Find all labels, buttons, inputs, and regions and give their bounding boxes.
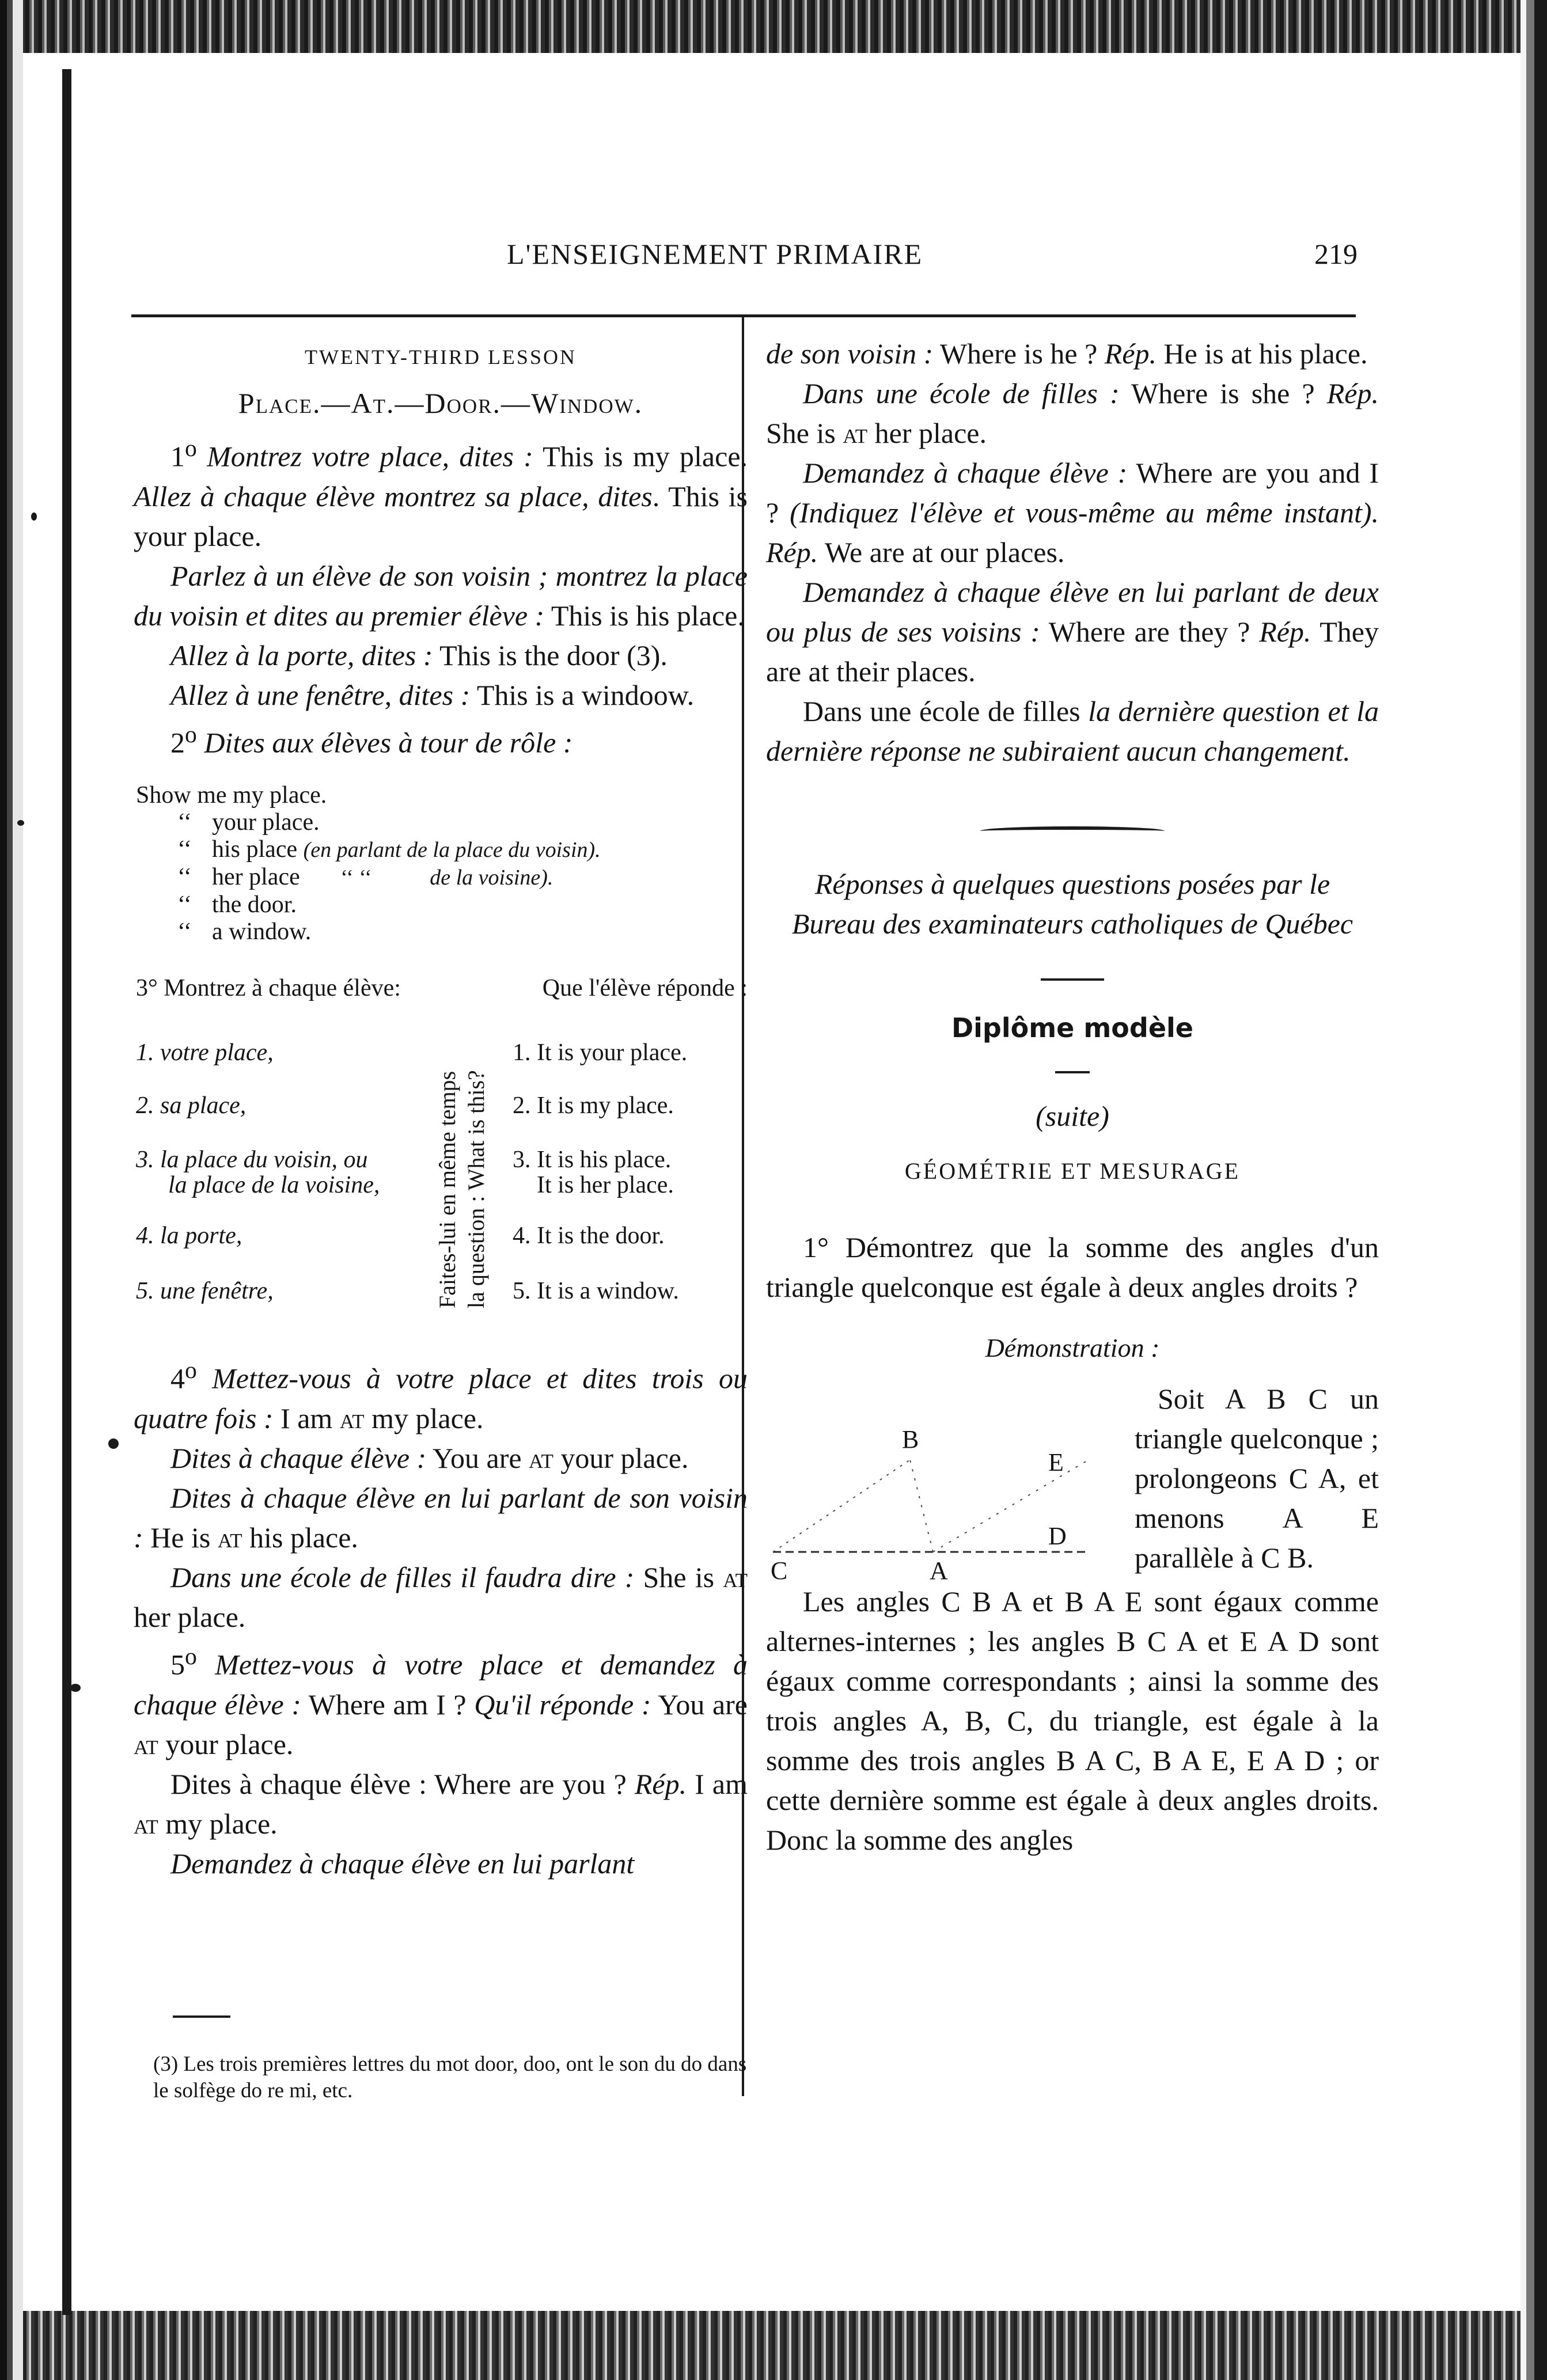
exercise-item: la place de la voisine, xyxy=(168,1172,380,1199)
footnote: (3) Les trois premières lettres du mot door, doo, ont le son du do dans le solfège do re mi, etc. xyxy=(153,2052,747,2102)
exercise-right-heading: Que l'élève réponde : xyxy=(542,975,748,1002)
list-item: ‘‘ her place ‘‘ ‘‘ de la voisine). xyxy=(177,864,553,891)
exercise-left-heading: 3° Montrez à chaque élève: xyxy=(136,975,401,1002)
short-rule xyxy=(1041,978,1104,981)
exercise-item: 5. une fenêtre, xyxy=(136,1278,274,1305)
vertical-instruction: Faites-lui en même temps la question : What is this? xyxy=(434,1070,489,1309)
scan-speck xyxy=(17,820,24,826)
exercise-item: 2. sa place, xyxy=(136,1092,247,1119)
paragraph: Parlez à un élève de son voisin ; montrez la place du voisin et dites au premier élève : This is his place. xyxy=(134,559,748,632)
paragraph: Demandez à chaque élève : Where are you and I ? (Indiquez l'élève et vous-même au même instant). Rép. We are at our places. xyxy=(766,457,1379,568)
lesson-subtitle: Place.—At.—Door.—Window. xyxy=(238,387,643,419)
label-c: C xyxy=(771,1557,788,1585)
scan-edge-bottom xyxy=(0,2311,1547,2380)
exercise-answer: 1. It is your place. xyxy=(513,1039,688,1066)
page-number: 219 xyxy=(1314,238,1358,270)
label-a: A xyxy=(930,1557,948,1585)
paragraph: 2$^o$ Dites aux élèves à tour de rôle : xyxy=(170,721,573,759)
running-title: L'ENSEIGNEMENT PRIMAIRE xyxy=(507,238,923,270)
label-b: B xyxy=(902,1425,919,1453)
paragraph: Dans une école de filles la dernière question et la dernière réponse ne subiraient aucun changement. xyxy=(766,695,1379,767)
paragraph: Dites à chaque élève en lui parlant de son voisin : He is at his place. xyxy=(134,1481,748,1554)
label-e: E xyxy=(1048,1448,1064,1476)
paragraph: Dites à chaque élève : You are at your place. xyxy=(170,1441,689,1474)
scan-binding-line xyxy=(62,69,71,2315)
scan-speck xyxy=(70,1684,81,1692)
paragraph: Allez à la porte, dites : This is the door (3). xyxy=(170,639,668,671)
list-item: ‘‘ a window. xyxy=(177,918,312,946)
paragraph: Dites à chaque élève : Where are you ? Rép. I am at my place. xyxy=(134,1767,748,1840)
scan-speck xyxy=(108,1438,119,1449)
scan-edge-left xyxy=(0,0,23,2380)
section-heading: Réponses à quelques questions posées par le Bureau des examinateurs catholiques de Québec xyxy=(791,868,1353,940)
exercise-answer: 2. It is my place. xyxy=(513,1092,674,1119)
proof-paragraph: Les angles C B A et B A E sont égaux comme alternes-internes ; les angles B C A et E A D sont égaux comme correspondants ; ainsi la somme des trois angles A, B, C, du triangle, est égale à la somme des trois angles B A C, B A E, E A D ; or cette dernière somme est égale à deux angles droits. Donc la somme des angles xyxy=(766,1585,1379,1856)
exercise-item: 1. votre place, xyxy=(136,1039,274,1066)
geometry-heading: GÉOMÉTRIE ET MESURAGE xyxy=(904,1158,1241,1184)
list-item: ‘‘ his place (en parlant de la place du voisin). xyxy=(177,836,601,863)
lesson-title: TWENTY-THIRD LESSON xyxy=(305,346,577,369)
paragraph: Demandez à chaque élève en lui parlant de deux ou plus de ses voisins : Where are they ? Rép. They are at their places. xyxy=(766,576,1379,688)
paragraph: 5$^o$ Mettez-vous à votre place et demandez à chaque élève : Where am I ? Qu'il réponde : You are at your place. xyxy=(134,1643,748,1760)
tiny-rule xyxy=(1055,1071,1090,1073)
list-item: ‘‘ your place. xyxy=(177,809,320,836)
paragraph: Allez à une fenêtre, dites : This is a windoow. xyxy=(170,678,695,711)
proof-block xyxy=(766,1379,1379,1585)
exercise-answer: 5. It is a window. xyxy=(513,1278,679,1305)
side-ab xyxy=(910,1460,933,1552)
exercise-item: 3. la place du voisin, ou xyxy=(136,1147,368,1174)
left-column xyxy=(134,334,748,1884)
section-separator xyxy=(980,826,1165,836)
show-list xyxy=(134,782,748,946)
exercise-answer: 4. It is the door. xyxy=(513,1223,665,1250)
label-d: D xyxy=(1048,1522,1067,1550)
paragraph: 4$^o$ Mettez-vous à votre place et dites trois ou quatre fois : I am at my place. xyxy=(134,1357,748,1434)
scan-speck xyxy=(31,513,37,521)
right-column xyxy=(766,334,1379,1860)
exercise-answer: It is her place. xyxy=(537,1172,674,1199)
paragraph: Dans une école de filles il faudra dire : She is at her place. xyxy=(134,1561,748,1633)
scan-edge-top xyxy=(0,0,1547,53)
footnote-rule xyxy=(173,2015,230,2018)
exercise-table xyxy=(134,969,748,1337)
list-item: Show me my place. xyxy=(136,782,327,809)
demonstration-title: Démonstration : xyxy=(985,1333,1160,1362)
scan-edge-right xyxy=(1521,0,1547,2380)
side-cb xyxy=(773,1460,910,1552)
exercise-item: 4. la porte, xyxy=(136,1223,242,1250)
triangle-diagram xyxy=(766,1379,1112,1585)
list-item: ‘‘ the door. xyxy=(177,891,297,918)
proof-intro: Soit A B C un triangle quelconque ; prolongeons C A, et menons A E parallèle à C B. xyxy=(1135,1383,1379,1574)
suite-label: (suite) xyxy=(1036,1100,1109,1132)
paragraph: Demandez à chaque élève en lui parlant xyxy=(170,1847,635,1880)
paragraph: de son voisin : Where is he ? Rép. He is at his place. xyxy=(766,337,1368,370)
question: 1° Démontrez que la somme des angles d'un triangle quelconque est égale à deux angles droits ? xyxy=(766,1231,1379,1303)
diplome-heading: Diplôme modèle xyxy=(951,1012,1194,1043)
paragraph: 1$^o$ Montrez votre place, dites : This is my place. Allez à chaque élève montrez sa place, dites. This is your place. xyxy=(134,435,748,552)
exercise-answer: 3. It is his place. xyxy=(513,1147,672,1174)
paragraph: Dans une école de filles : Where is she ? Rép. She is at her place. xyxy=(766,377,1379,449)
